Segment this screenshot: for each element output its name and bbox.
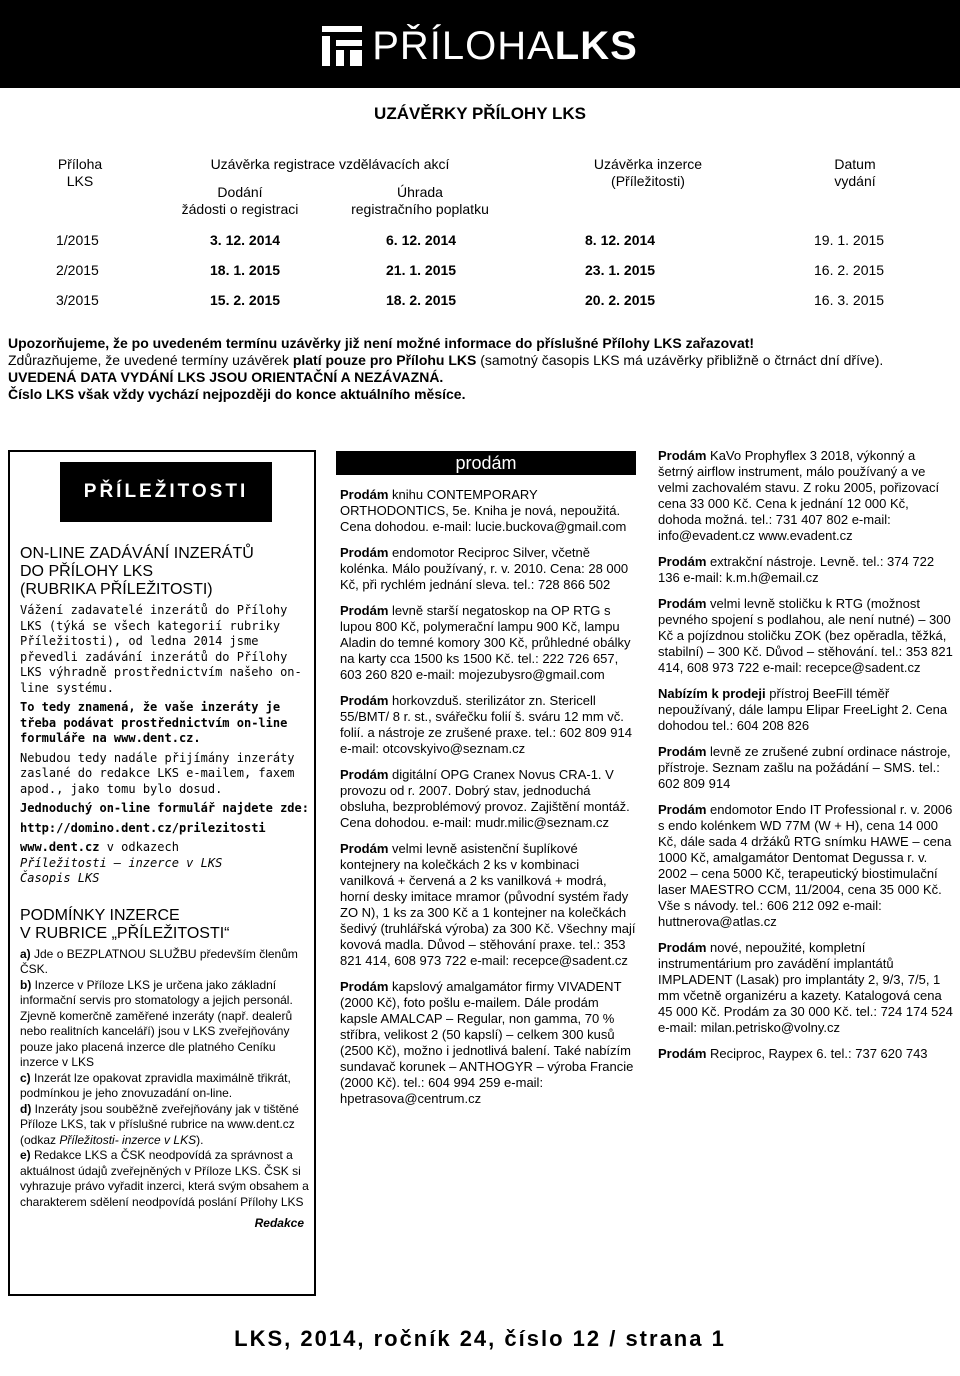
deadlines-table: [30, 142, 930, 322]
online-paragraph-3: Nebudou tedy nadále přijímány inzeráty zaslané do redakce LKS e-mailem, faxem apod., jako tomu bylo dosud.: [20, 750, 295, 796]
prodam-heading: prodám: [336, 451, 636, 475]
box-heading: PŘÍLEŽITOSTI: [60, 462, 272, 522]
classified-ad: Prodám Reciproc, Raypex 6. tel.: 737 620 743: [658, 1046, 928, 1061]
row-inzerce: 20. 2. 2015: [585, 292, 656, 308]
notice-line-3: UVEDENÁ DATA VYDÁNÍ LKS JSOU ORIENTAČNÍ A NEZÁVAZNÁ.: [8, 369, 444, 385]
row-inzerce: 8. 12. 2014: [585, 232, 656, 248]
online-heading: ON-LINE ZADÁVÁNÍ INZERÁTŮ DO PŘÍLOHY LKS (RUBRIKA PŘÍLEŽITOSTI): [20, 545, 254, 598]
row-uhrada: 6. 12. 2014: [386, 232, 457, 248]
condition-a: a) Jde o BEZPLATNOU SLUŽBU především členům ČSK.: [20, 946, 298, 976]
row-uhrada: 21. 1. 2015: [386, 262, 457, 278]
online-form-link[interactable]: http://domino.dent.cz/prilezitosti: [20, 820, 266, 835]
classified-ad: Prodám endomotor Reciproc Silver, včetně kolénka. Málo používaný, r. v. 2010. Cena: 28 000 Kč, při rychlém jednání sleva. tel.: 728 866 502: [340, 545, 629, 592]
notice-line-2: Zdůrazňujeme, že uvedené termíny uzávěrek platí pouze pro Přílohu LKS (samotný časopis LKS má uzávěrky přibližně o čtrnáct dní dříve).: [8, 352, 884, 368]
row-datum: 16. 3. 2015: [814, 292, 885, 308]
ads-column-2: [340, 487, 636, 1117]
classified-ad: Prodám KaVo Prophyflex 3 2018, výkonný a šetrný airflow instrument, málo používaný a ve velmi zachovalém stavu. Z roku 2005, pořizovací cena 33 000 Kč. Cena k jednání 12 000 Kč, dohoda možná. tel.: 731 407 802 e-mail: info@evadent.cz www.evadent.cz: [658, 448, 940, 543]
classified-ad: Prodám horkovzduš. sterilizátor zn. Stericell 55/BMT/ 8 r. st., svářečku folií š. sváru 12 mm vč. folií. a nástroje ze zrušené praxe. tel.: 602 809 914 e-mail: otcovskyivo@seznam.cz: [340, 693, 632, 756]
condition-e: e) Redakce LKS a ČSK neodpovídá za správnost a aktuálnost údajů zveřejněných v Příloze LKS. ČSK si vyhrazuje právo vyřadit inzerci, která svým obsahem a charakterem sdělení neodpovídá poslání Přílohy LKS: [20, 1148, 309, 1209]
row-issue: 2/2015: [56, 262, 99, 278]
col-header-dodani: Dodání žádosti o registraci: [181, 184, 299, 217]
ads-column-3: [658, 448, 954, 1072]
signature-redakce: Redakce: [254, 1216, 304, 1230]
deadline-notice: [8, 335, 952, 403]
row-dodani: 15. 2. 2015: [210, 292, 281, 308]
col-header-datum: Datum vydání: [834, 156, 876, 189]
online-paragraph-1: Vážení zadavatelé inzerátů do Přílohy LKS (týká se všech kategorií rubriky Příležitosti), od ledna 2014 jsme převedli zadávání inzerátů do Přílohy LKS výhradně prostřednictvím našeho on-line systému.: [20, 603, 302, 695]
col-header-registrace: Uzávěrka registrace vzdělávacích akcí: [210, 156, 450, 172]
logo-text-bold: LKS: [554, 24, 638, 68]
dent-link[interactable]: www.dent.cz: [20, 840, 100, 854]
condition-b: b) Inzerce v Příloze LKS je určena jako základní informační servis pro stomatology a jejich personál. Zjevně komerčně zaměřené inzeráty (např. dealerů nebo realitních kanceláří) jsou v LKS zveřejňovány pouze jako placená inzerce dle platného Ceníku inzerce v LKS: [20, 977, 293, 1069]
classified-ad: Prodám levně starší negatoskop na OP RTG s lupou 800 Kč, polymerační lampu 900 Kč, lampu Aladin do temné komory 300 Kč, průhledné obálky na karty cca 1500 ks 1500 Kč. tel.: 222 726 657, 603 260 820 e-mail: mojezubysro@gmail.com: [340, 603, 631, 682]
classified-ad: Nabízím k prodeji přístroj BeeFill téměř nepoužívaný, dále lampu Elipar FreeLight 2. Cena dohodou tel.: 604 208 826: [658, 686, 948, 733]
col-header-inzerce: Uzávěrka inzerce (Příležitosti): [593, 156, 703, 189]
page-title: UZÁVĚRKY PŘÍLOHY LKS: [374, 104, 586, 123]
classified-ad: Prodám digitální OPG Cranex Novus CRA-1. V provozu od r. 2007. Dobrý stav, jednoduchá obsluha, bezproblémový provoz. Zajištění montáž. Cena dohodou. e-mail: mudr.milic@seznam.cz: [340, 767, 630, 830]
row-datum: 16. 2. 2015: [814, 262, 885, 278]
logo-mark-icon: [322, 26, 362, 66]
online-paragraph-2: To tedy znamená, že vaše inzeráty je třeba podávat prostřednictvím on-line formuláře na www.dent.cz.: [20, 700, 288, 745]
condition-d: d) Inzeráty jsou souběžně zveřejňovány jak v tištěné Příloze LKS, tak v příslušné rubrice na www.dent.cz (odkaz Příležitosti- inzerce v LKS).: [20, 1101, 299, 1147]
notice-line-4: Číslo LKS však vždy vychází nejpozději do konce aktuálního měsíce.: [8, 386, 466, 402]
logo: [0, 22, 960, 70]
logo-text-light: PŘÍLOHA: [372, 24, 555, 68]
row-dodani: 18. 1. 2015: [210, 262, 281, 278]
classified-ad: Prodám endomotor Endo IT Professional r. v. 2006 s endo kolénkem WD 77M (W + H), cena 14 000 Kč, dále sada 4 držáků RTG snímku HAWE – cena 1000 Kč, amalgamátor Dentomat Degussa r. v. 2002 – cena 5000 Kč, terapeutický biostimulační laser MAESTRO CCM, 11/2004, cena 35 000 Kč. Vše s návody. tel.: 606 212 092 e-mail: huttnerova@atlas.cz: [658, 802, 953, 929]
row-inzerce: 23. 1. 2015: [585, 262, 656, 278]
info-box-text: [20, 545, 312, 1232]
row-issue: 1/2015: [56, 232, 99, 248]
row-dodani: 3. 12. 2014: [210, 232, 281, 248]
row-datum: 19. 1. 2015: [814, 232, 885, 248]
page-header: [0, 0, 960, 88]
col-header-priloha: Příloha LKS: [57, 156, 103, 189]
notice-line-1: Upozorňujeme, že po uvedeném termínu uzávěrky již není možné informace do příslušné Přílohy LKS zařazovat!: [8, 335, 755, 351]
classified-ad: Prodám kapslový amalgamátor firmy VIVADENT (2000 Kč), foto pošlu e-mailem. Dále prodám kapsle AMALCAP – Regular, non gamma, 70 % stříbra, velikost 2 (50 kapslí) – celkem 300 kusů (2500 Kč), možno i jednotlivá balení. Také nabízím sundavač korunek – ANTHOGYR – výroba Francie (2000 Kč). tel.: 604 994 259 e-mail: hpetrasova@centrum.cz: [340, 979, 634, 1106]
classified-ad: Prodám velmi levně asistenční šuplíkové kontejnery na kolečkách 2 ks v kombinaci vanilková + červená a 2 ks vanilková + modrá, horní desky imitace mramor (původní systém řady ZO N), 1 ks za 300 Kč a 1 kontejner na kolečkách šedivý (truhlářská výroba) za 300 Kč. Všechny mají kovová madla. Důvod – stěhování praxe. tel.: 353 821 414, 608 973 722 e-mail: recepce@sadent.cz: [340, 841, 636, 968]
row-issue: 3/2015: [56, 292, 99, 308]
row-uhrada: 18. 2. 2015: [386, 292, 457, 308]
condition-c: c) Inzerát lze opakovat zpravidla maximálně třikrát, podmínkou je jeho znovuzadání on-line.: [20, 1070, 291, 1100]
classified-ad: Prodám velmi levně stoličku k RTG (možnost pevného spojení s podlahou, ale není nutné) – 300 Kč a pojízdnou stoličku ZOK (bez opěradla, těžká, stabilní) – 300 Kč. Důvod – stěhování. tel.: 353 821 414, 608 973 722 e-mail: recepce@sadent.cz: [658, 596, 953, 675]
online-paragraph-4: Jednoduchý on-line formulář najdete zde:: [20, 801, 309, 815]
col-header-uhrada: Úhrada registračního poplatku: [351, 184, 489, 217]
classified-ad: Prodám levně ze zrušené zubní ordinace nástroje, přístroje. Seznam zašlu na požádání – SMS. tel.: 602 809 914: [658, 744, 951, 791]
online-paragraph-6: www.dent.cz v odkazech Příležitosti – inzerce v LKS Časopis LKS: [20, 840, 223, 885]
conditions-heading: PODMÍNKY INZERCE V RUBRICE „PŘÍLEŽITOSTI“: [20, 906, 230, 942]
classified-ad: Prodám nové, nepoužité, kompletní instrumentárium pro zavádění implantátů IMPLADENT (Lasak) pro implantáty 2, 9/3, 7/5, 1 mm včetně organizéru a kazety. Katalogová cena 45 000 Kč. Prodám za 30 000 Kč. tel.: 724 174 524 e-mail: milan.petrisko@volny.cz: [658, 940, 953, 1035]
page-footer: LKS, 2014, ročník 24, číslo 12 / strana 1: [234, 1326, 726, 1351]
classified-ad: Prodám extrakční nástroje. Levně. tel.: 374 722 136 e-mail: k.m.h@email.cz: [658, 554, 935, 585]
classified-ad: Prodám knihu CONTEMPORARY ORTHODONTICS, 5e. Kniha je nová, nepoužitá. Cena dohodou. e-mail: lucie.buckova@gmail.com: [340, 487, 627, 534]
